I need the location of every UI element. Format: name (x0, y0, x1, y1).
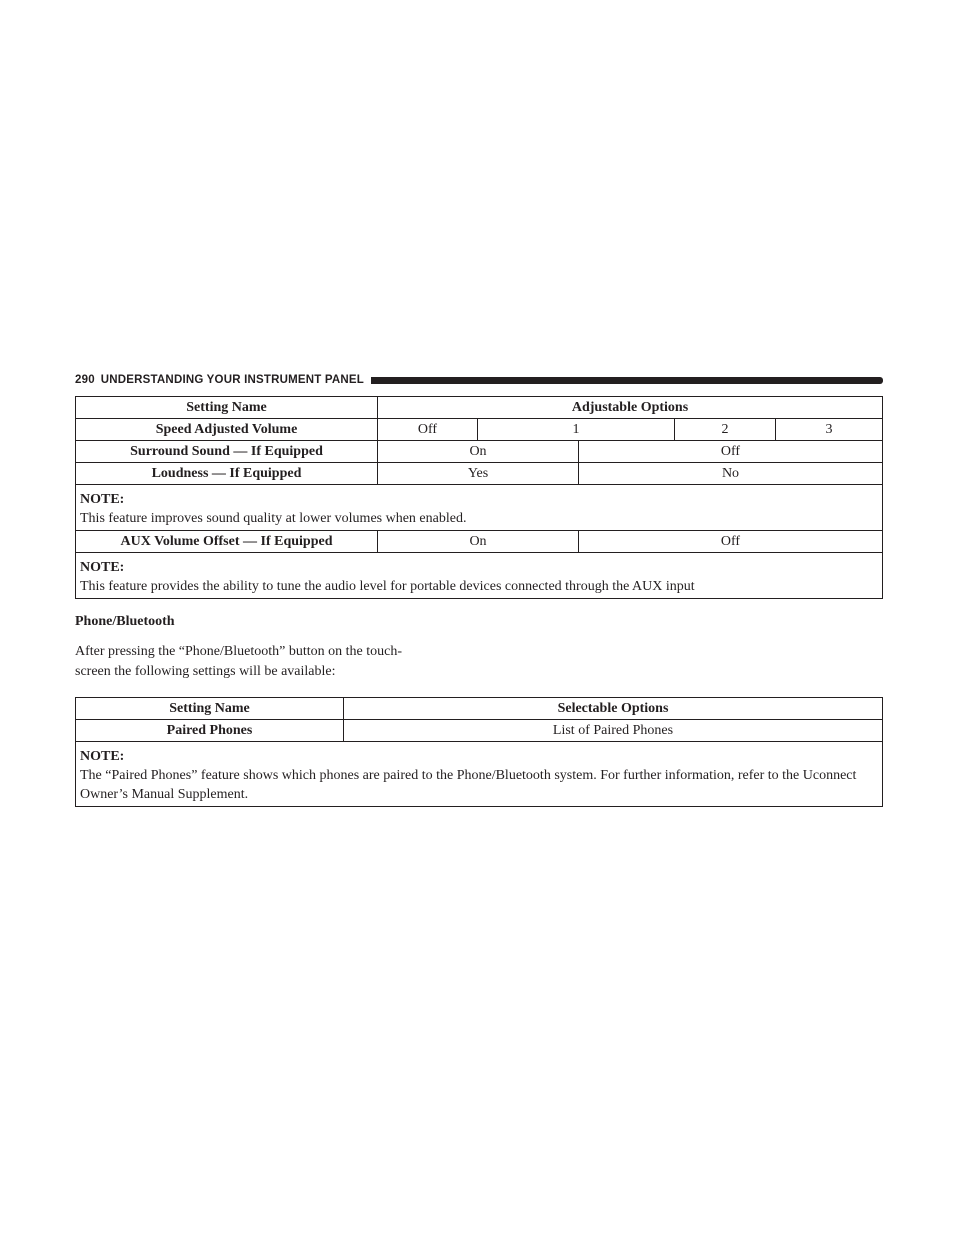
section-intro (75, 642, 495, 682)
note-row (76, 485, 883, 531)
setting-aux-volume-offset: AUX Volume Offset — If Equipped (76, 531, 378, 553)
note-row (76, 553, 883, 599)
table-header-row (76, 397, 883, 419)
table-header-row (76, 698, 883, 720)
note-row (76, 742, 883, 807)
setting-paired-phones: Paired Phones (76, 720, 344, 742)
header-selectable-options: Selectable Options (344, 698, 883, 720)
header-setting-name: Setting Name (76, 698, 344, 720)
page-number: 290 (75, 374, 95, 386)
option-1: 1 (478, 419, 675, 441)
intro-line: screen the following settings will be available: (75, 664, 336, 679)
option-off: Off (378, 419, 478, 441)
section-heading-phone-bluetooth: Phone/Bluetooth (75, 614, 175, 629)
option-yes: Yes (378, 463, 579, 485)
table-row (76, 720, 883, 742)
setting-speed-adjusted-volume: Speed Adjusted Volume (76, 419, 378, 441)
note-text: The “Paired Phones” feature shows which phones are paired to the Phone/Bluetooth system. For further information, refer to the Uconnect Owner’s Manual Supplement. (80, 768, 857, 802)
option-2: 2 (675, 419, 776, 441)
setting-surround-sound: Surround Sound — If Equipped (76, 441, 378, 463)
paired-phones-note (76, 742, 883, 807)
option-off: Off (579, 441, 883, 463)
option-off: Off (579, 531, 883, 553)
header-adjustable-options: Adjustable Options (378, 397, 883, 419)
audio-settings-table (75, 396, 883, 599)
option-3: 3 (776, 419, 883, 441)
header-setting-name: Setting Name (76, 397, 378, 419)
chapter-title: UNDERSTANDING YOUR INSTRUMENT PANEL (100, 374, 364, 386)
table-row (76, 419, 883, 441)
loudness-note (76, 485, 883, 531)
table-row (76, 531, 883, 553)
note-label: NOTE: (80, 492, 125, 507)
option-on: On (378, 441, 579, 463)
header-rule (371, 377, 883, 384)
note-text: This feature provides the ability to tune the audio level for portable devices connected through the AUX input (80, 579, 695, 594)
table-row (76, 441, 883, 463)
intro-line: After pressing the “Phone/Bluetooth” button on the touch- (75, 644, 402, 659)
option-no: No (579, 463, 883, 485)
note-label: NOTE: (80, 560, 125, 575)
option-list-of-paired-phones: List of Paired Phones (344, 720, 883, 742)
option-on: On (378, 531, 579, 553)
setting-loudness: Loudness — If Equipped (76, 463, 378, 485)
phone-settings-table (75, 697, 883, 807)
table-row (76, 463, 883, 485)
note-label: NOTE: (80, 749, 125, 764)
note-text: This feature improves sound quality at lower volumes when enabled. (80, 511, 467, 526)
page-header (75, 372, 883, 388)
aux-note (76, 553, 883, 599)
